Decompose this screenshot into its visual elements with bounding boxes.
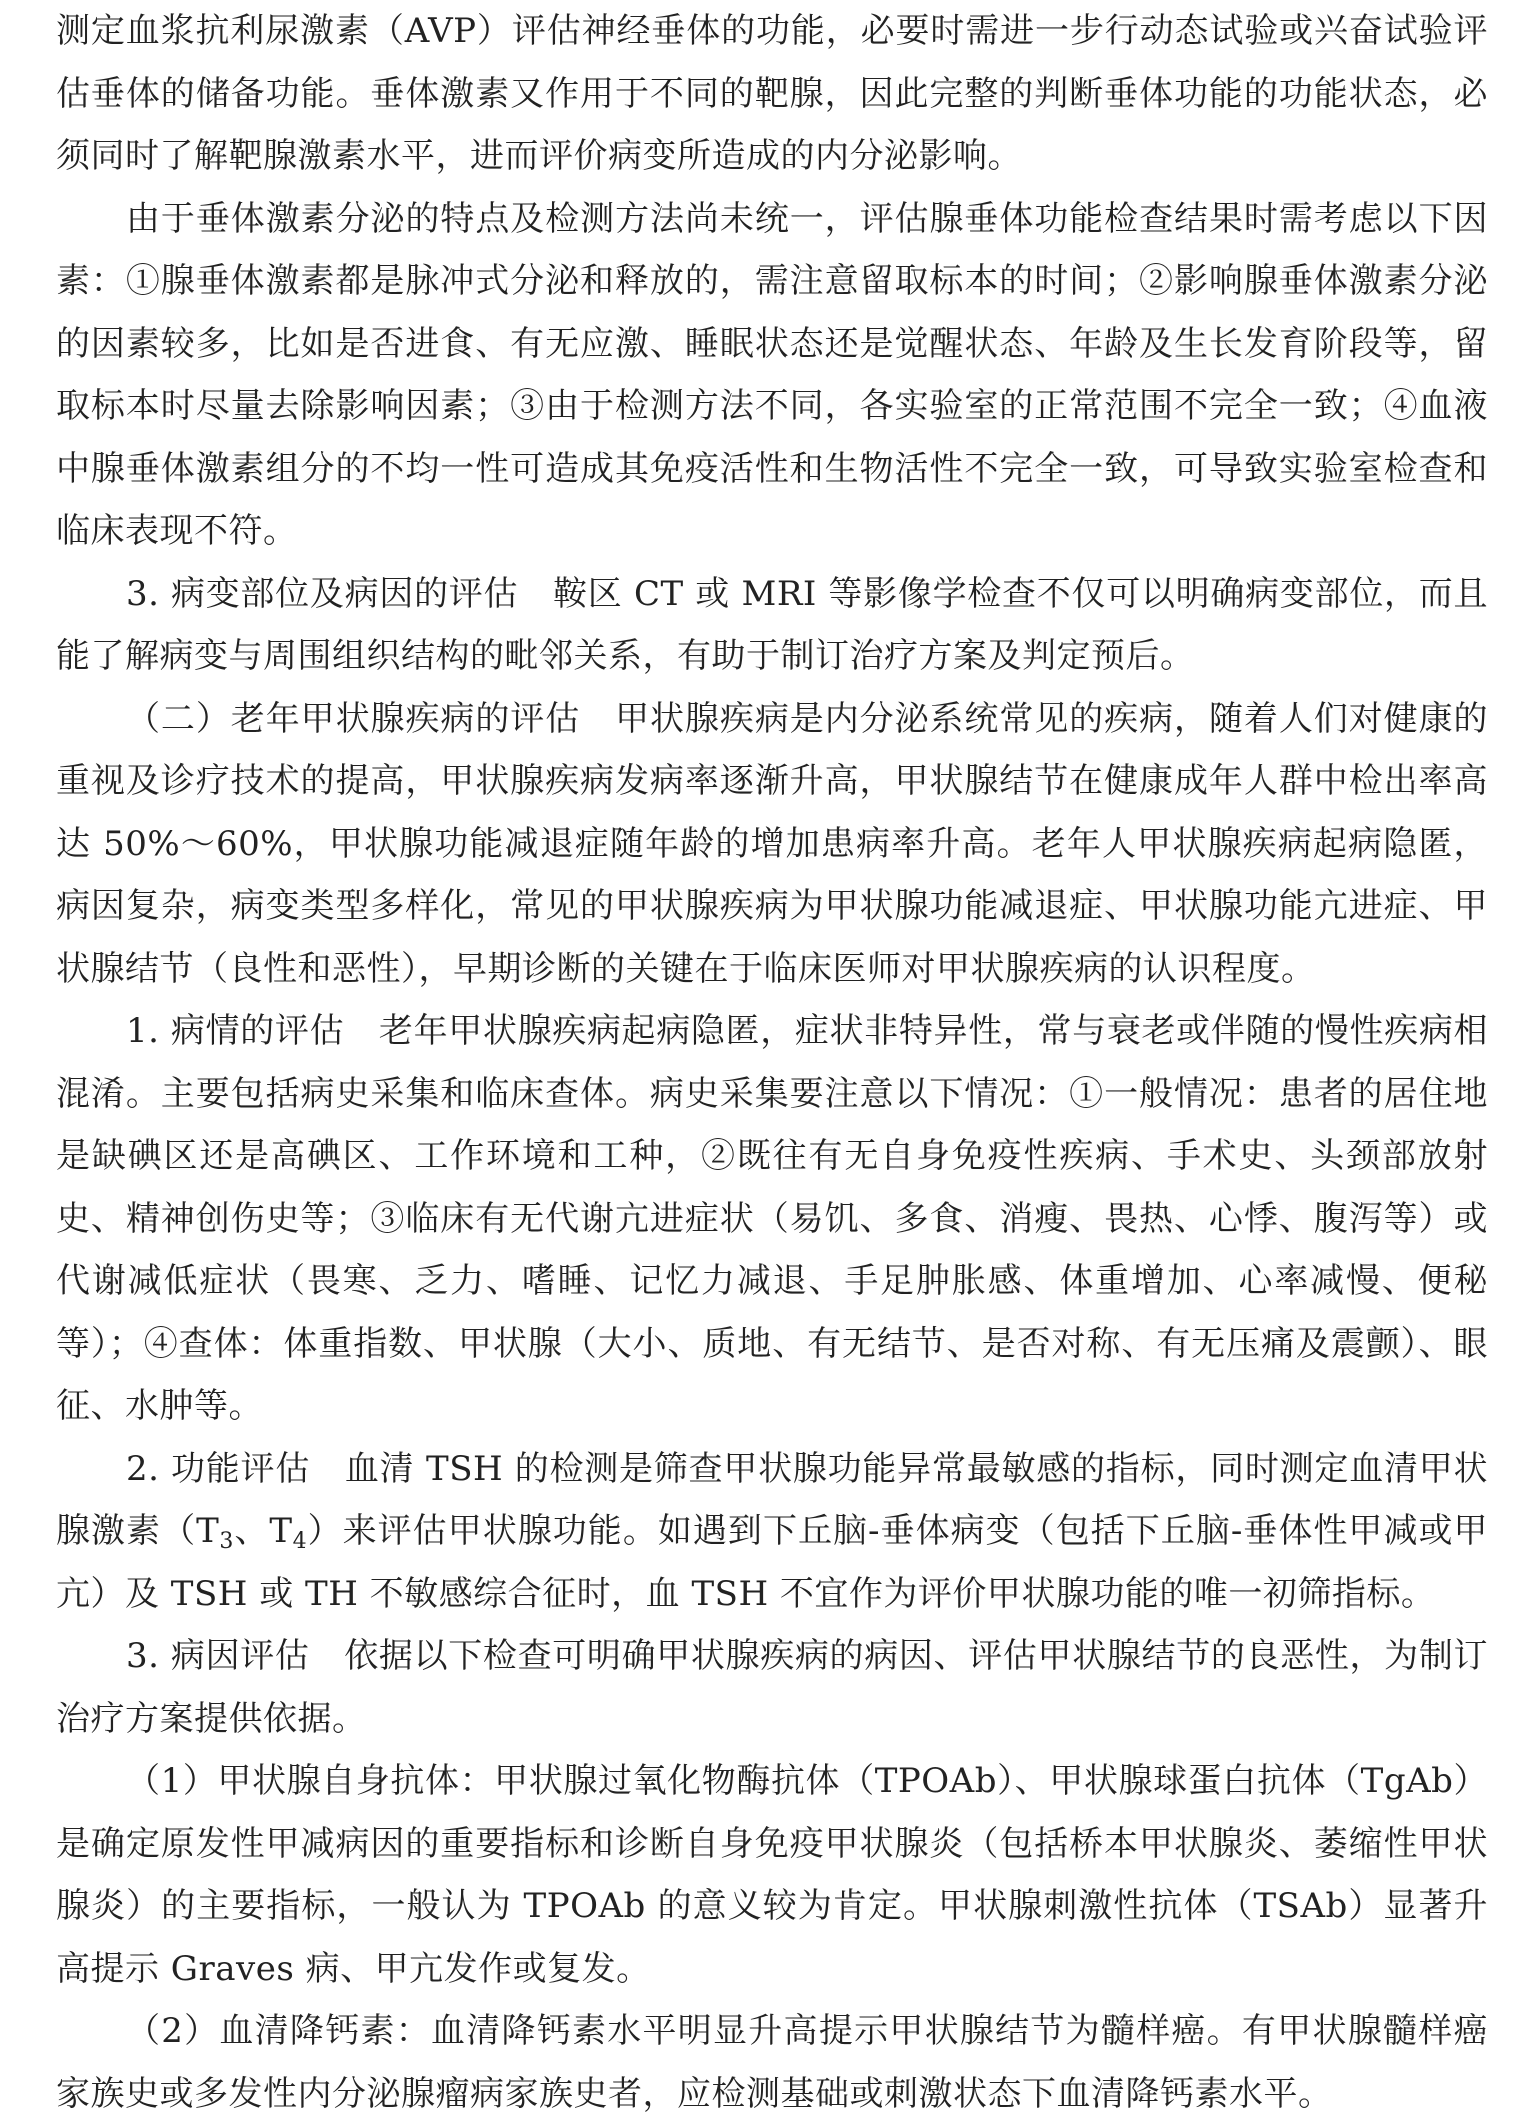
paragraph-text: 由于垂体激素分泌的特点及检测方法尚未统一，评估腺垂体功能检查结果时需考虑以下因素：①腺垂体激素都是脉冲式分泌和释放的，需注意留取标本的时间；②影响腺垂体激素分泌的因素较多，比如是否进食、有无应激、睡眠状态还是觉醒状态、年龄及生长发育阶段等，留取标本时尽量去除影响因素；③由于检测方法不同，各实验室的正常范围不完全一致；④血液中腺垂体激素组分的不均一性可造成其免疫活性和生物活性不完全一致，可导致实验室检查和临床表现不符。 — [56, 198, 1488, 551]
paragraph-text: 甲状腺疾病是内分泌系统常见的疾病，随着人们对健康的重视及诊疗技术的提高，甲状腺疾病发病率逐渐升高，甲状腺结节在健康成年人群中检出率高达 50%～60%，甲状腺功能减退症随年龄的增加患病率升高。老年人甲状腺疾病起病隐匿，病因复杂，病变类型多样化，常见的甲状腺疾病为甲状腺功能减退症、甲状腺功能亢进症、甲状腺结节（良性和恶性），早期诊断的关键在于临床医师对甲状腺疾病的认识程度。 — [56, 698, 1489, 989]
paragraph-function-assessment: 2. 功能评估 血清 TSH 的检测是筛查甲状腺功能异常最敏感的指标，同时测定血清甲状腺激素（$T_3$、$T_4$）来评估甲状腺功能。如遇到下丘脑-垂体病变（包括下丘脑-垂体性甲减或甲亢）及 TSH 或 TH 不敏感综合征时，血 TSH 不宜作为评价甲状腺功能的唯一初筛指标。 — [56, 1448, 1489, 1614]
paragraph-text: ）来评估甲状腺功能。如遇到下丘脑-垂体病变（包括下丘脑-垂体性甲减或甲亢）及 TSH 或 TH 不敏感综合征时，血 TSH 不宜作为评价甲状腺功能的唯一初筛指标。 — [56, 1511, 1489, 1614]
section-heading: 3. 病变部位及病因的评估 — [126, 573, 519, 614]
section-heading: 3. 病因评估 — [126, 1636, 310, 1676]
paragraph-text: 依据以下检查可明确甲状腺疾病的病因、评估甲状腺结节的良恶性，为制订治疗方案提供依据。 — [56, 1636, 1489, 1739]
paragraph-text: （2）血清降钙素：血清降钙素水平明显升高提示甲状腺结节为髓样癌。有甲状腺髓样癌家族史或多发性内分泌腺瘤病家族史者，应检测基础或刺激状态下血清降钙素水平。 — [56, 2011, 1488, 2114]
paragraph-text: 血清 TSH 的检测是筛查甲状腺功能异常最敏感的指标，同时测定血清甲状腺激素（ — [56, 1448, 1489, 1551]
paragraph-thyroid-autoantibodies — [56, 1750, 1488, 2000]
document-page — [56, 0, 1488, 2125]
paragraph-text: 老年甲状腺疾病起病隐匿，症状非特异性，常与衰老或伴随的慢性疾病相混淆。主要包括病史采集和临床查体。病史采集要注意以下情况：①一般情况：患者的居住地是缺碘区还是高碘区、工作环境和工种，②既往有无自身免疫性疾病、手术史、头颈部放射史、精神创伤史等；③临床有无代谢亢进症状（易饥、多食、消瘦、畏热、心悸、腹泻等）或代谢减低症状（畏寒、乏力、嗜睡、记忆力减退、手足肿胀感、体重增加、心率减慢、便秘等）；④查体：体重指数、甲状腺（大小、质地、有无结节、是否对称、有无压痛及震颤）、眼征、水肿等。 — [56, 1011, 1489, 1426]
paragraph-lesion-site-assessment — [56, 563, 1488, 688]
paragraph-hormone-factors — [56, 188, 1488, 563]
section-heading: （二）老年甲状腺疾病的评估 — [126, 698, 581, 739]
paragraph-avp-assessment — [56, 0, 1488, 188]
paragraph-text: （1）甲状腺自身抗体：甲状腺过氧化物酶抗体（TPOAb）、甲状腺球蛋白抗体（TgAb）是确定原发性甲减病因的重要指标和诊断自身免疫甲状腺炎（包括桥本甲状腺炎、萎缩性甲状腺炎）的主要指标，一般认为 TPOAb 的意义较为肯定。甲状腺刺激性抗体（TSAb）显著升高提示 Graves 病、甲亢发作或复发。 — [56, 1761, 1488, 1989]
paragraph-condition-assessment — [56, 1000, 1488, 1438]
section-heading: 1. 病情的评估 — [126, 1011, 345, 1051]
paragraph-serum-calcitonin — [56, 2000, 1488, 2125]
t4-symbol: $T_4$ — [269, 1511, 308, 1554]
paragraph-etiology-assessment — [56, 1625, 1488, 1750]
paragraph-thyroid-disease-assessment — [56, 688, 1488, 1001]
paragraph-text: 鞍区 CT 或 MRI 等影像学检查不仅可以明确病变部位，而且能了解病变与周围组织结构的毗邻关系，有助于制订治疗方案及判定预后。 — [56, 573, 1489, 676]
t3-symbol: $T_3$ — [196, 1511, 234, 1554]
paragraph-text: 测定血浆抗利尿激素（AVP）评估神经垂体的功能，必要时需进一步行动态试验或兴奋试验评估垂体的储备功能。垂体激素又作用于不同的靶腺，因此完整的判断垂体功能的功能状态，必须同时了解靶腺激素水平，进而评价病变所造成的内分泌影响。 — [56, 11, 1488, 176]
section-heading: 2. 功能评估 — [126, 1448, 311, 1489]
